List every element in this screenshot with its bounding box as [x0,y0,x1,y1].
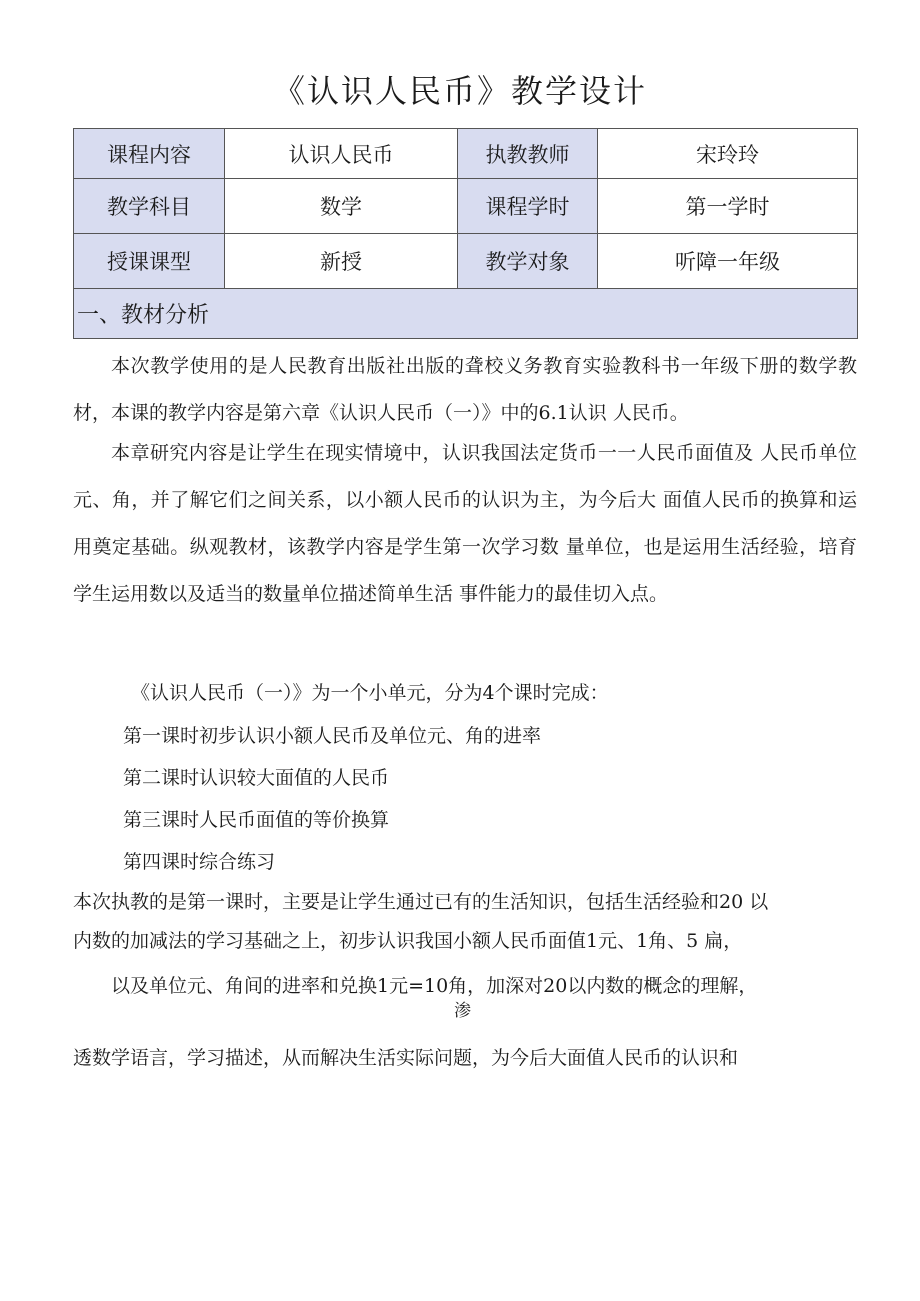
paragraph-2: 本章研究内容是让学生在现实情境中，认识我国法定货币一一人民币面值及 人民币单位元、角，并了解它们之间关系，以小额人民币的认识为主，为今后大 面值人民币的换算和运用奠定基础。纵观教材，该教学内容是学生第一次学习数 量单位，也是运用生活经验，培育学生运用数以及适当的数量单位描述简单生活 事件能力的最佳切入点。 [73,442,857,605]
course-hours-value: 第一学时 [598,179,858,234]
document-title: 《认识人民币》教学设计 [272,72,647,110]
subject-value: 数学 [225,179,458,234]
paragraph-3-line: 内数的加减法的学习基础之上，初步认识我国小额人民币面值1元、1角、5 扁， [73,930,743,952]
course-content-value: 认识人民币 [225,129,458,179]
paragraph-3-line: 透数学语言，学习描述，从而解决生活实际问题，为今后大面值人民币的认识和 [73,1047,739,1069]
teacher-value: 宋玲玲 [598,129,858,179]
lesson-type-value: 新授 [225,234,458,289]
subject-label: 教学科目 [74,179,225,234]
paragraph-3-line: 本次执教的是第一课时，主要是让学生通过已有的生活知识，包括生活经验和20 以 [73,891,769,913]
teaching-target-value: 听障一年级 [598,234,858,289]
teaching-target-label: 教学对象 [458,234,598,289]
unit-intro: 《认识人民币（一）》为一个小单元，分为4个课时完成： [131,682,609,704]
lesson-item: 第四课时综合练习 [123,851,276,873]
lesson-item: 第三课时人民币面值的等价换算 [123,809,390,831]
paragraph-3-line: 以及单位元、角间的进率和兑换1元=10角，加深对20以内数的概念的理解， [111,975,758,997]
lesson-type-label: 授课课型 [74,234,225,289]
course-content-label: 课程内容 [74,129,225,179]
course-hours-label: 课程学时 [458,179,598,234]
lesson-item: 第一课时初步认识小额人民币及单位元、角的进率 [123,725,542,747]
paragraph-1: 本次教学使用的是人民教育出版社出版的聋校义务教育实验教科书一年级下册的数学教材，本课的教学内容是第六章《认识人民币（一）》中的6.1认识 人民币。 [73,355,857,424]
section-heading: 一、教材分析 [74,289,858,339]
teacher-label: 执教教师 [458,129,598,179]
course-info-table [73,128,858,339]
paragraph-3-fragment: 渗 [454,1001,471,1021]
lesson-item: 第二课时认识较大面值的人民币 [123,767,390,789]
